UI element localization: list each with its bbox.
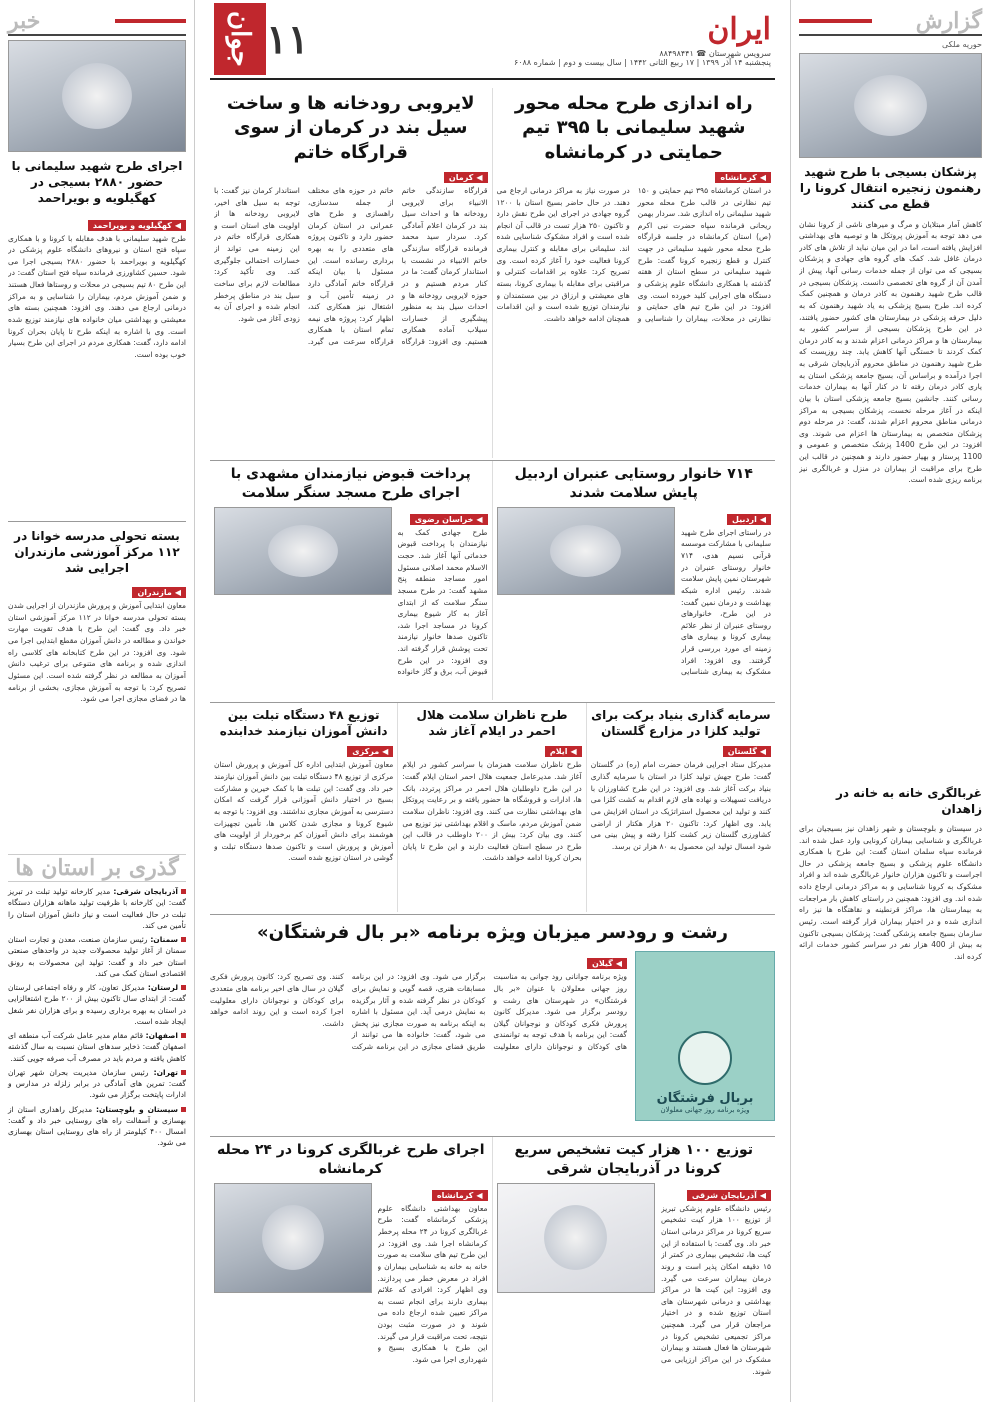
story-azarbaijan-kits [493,1137,776,1402]
festival-logo-icon [678,1031,732,1085]
province-tag [545,746,582,757]
story-kerman-flood [210,88,493,458]
story-headline: ۷۱۴ خانوار روستایی عنبران اردبیل پایش سلامت شدند [514,466,753,501]
tag-arrow-icon: ◀ [570,747,577,757]
briefs-list [8,886,186,1149]
story-headline: طرح ناظران سلامت هلال احمر در ایلام آغاز شد [416,708,568,739]
tag-label: آذربایجان شرقی [691,1190,757,1200]
brief-text: قائم مقام مدیر عامل شرکت آب منطقه ای اصفهان گفت: ذخایر سدهای استان نسبت به سال گذشته کاهش یافته و مردم باید در مصرف آب صرفه جویی کنند. [8,1031,186,1063]
province-tag [715,172,771,183]
bullet-icon [181,937,186,942]
brief-item [8,1030,186,1064]
author: حوریه ملکی [941,40,982,49]
screening-photo [214,1183,372,1293]
dateline: پنجشنبه ۱۴ آذر ۱۳۹۹ | ۱۷ ربیع الثانی ۱۴۴۲ | سال بیست و دوم | شماره ۶۰۸۸ [513,57,771,67]
province-tag [587,958,627,969]
province-tag [687,1190,771,1201]
story-text-side [378,1183,488,1393]
story-body: معاون آموزش ابتدایی اداره کل آموزش و پرورش استان مرکزی از توزیع ۴۸ دستگاه تبلت بین دانش آموزان نیازمند خبر داد. وی گفت: این تبلت ها با کمک خیرین و مشارکت بسیج در اختیار دانش آموزانی قرار گرفت که امکان دسترسی به آموزش مجازی نداشتند. وی افزود: با توجه به شیوع کرونا و مجازی شدن کلاس ها، تأمین تجهیزات هوشمند برای دانش آموزان کم برخوردار از اولویت های آموزش و پرورش است و تاکنون صدها دستگاه تبلت و گوشی در استان توزیع شده است. [214,760,394,863]
bottom-row [210,1136,775,1402]
section-header [799,8,982,36]
tag-label: کهگیلویه و بویراحمد [92,220,172,230]
left-column [0,0,195,1402]
masthead-logo-block [214,3,315,75]
brief-lead: اصفهان: [145,1031,178,1041]
tag-label: خراسان رضوی [414,514,474,524]
story-body: طرح ناظران سلامت همزمان با سراسر کشور در ایلام آغاز شد. مدیرعامل جمعیت هلال احمر استان ایلام گفت: در این طرح داوطلبان هلال احمر در مراکز پرتردد، بانک ها، ادارات و فروشگاه ها حضور یافته و بر رعایت پروتکل های بهداشتی نظارت می کنند. وی افزود: ناظران سلامت ضمن آموزش مردم، ماسک و اقلام بهداشتی نیز توزیع می کنند. وی بیان کرد: بیش از ۲۰۰ داوطلب در قالب این طرح در سطح استان فعالیت دارند و این طرح تا پایان بحران کرونا ادامه خواهد داشت. [402,760,582,863]
masthead-meta [514,12,771,67]
story-kermanshah-mahalle [493,88,776,458]
brief-item [8,1067,186,1101]
brief-lead: آذربایجان شرقی: [113,887,178,897]
phone-icon: ☎ [696,48,707,58]
story-content [214,1183,488,1393]
story-body: در راستای اجرای طرح شهید سلیمانی با مشارکت موسسه قرآنی نسیم هدی، ۷۱۴ خانوار روستای عنبران در شهرستان نمین پایش سلامت شدند. رئیس اداره شبکه بهداشت و درمان نمین گفت: در این طرح، خانوارهای روستای عنبران از نظر علائم بیماری کرونا و بیماری های زمینه ای مورد بررسی قرار گرفتند. وی افزود: افراد مشکوک به بیماری شناسایی [681,527,771,677]
banner-subtitle: ویژه برنامه روز جهانی معلولان [660,1106,750,1115]
story-markazi [210,703,398,912]
story-body: مدیرکل ستاد اجرایی فرمان حضرت امام (ره) در گلستان گفت: طرح جهش تولید کلزا در استان با سرمایه گذاری بنیاد برکت آغاز شد. وی افزود: در این طرح کشاورزان با دریافت تسهیلات و نهاده های لازم اقدام به کشت کلزا می کنند و تولید این محصول استراتژیک در استان افزایش می یابد. وی اظهار کرد: تاکنون ۲۰ هزار هکتار از اراضی کشاورزی گلستان زیر کشت کلزا رفته و پیش بینی می شود امسال تولید این محصول به ۸۰ هزار تن برسد. [590,760,771,851]
second-row [210,460,775,700]
tag-arrow-icon: ◀ [759,514,766,524]
story-headline: پرداخت قبوض نیازمندان مشهدی با اجرای طرح مسجد سنگر سلامت [230,466,471,501]
story-photo [497,507,676,595]
tag-label: کرمانشاه [720,172,757,182]
brief-text: رئیس سازمان صنعت، معدن و تجارت استان سمنان از آغاز تولید محصولات جدید در واحدهای صنعتی استان خبر داد و گفت: تولید این محصولات به رونق اقتصادی استان کمک می کند. [8,935,186,978]
story-headline: توزیع ۴۸ دستگاه تبلت بین دانش آموزان نیازمند خدابنده [219,708,388,739]
tag-arrow-icon: ◀ [615,959,622,969]
report-photo [799,53,982,158]
brief-text: مدیرکل راهداری استان از بهسازی و آسفالت راه های روستایی خبر داد و گفت: امسال ۴۰۰ کیلومتر از راه های روستایی استان بهسازی می شود. [8,1104,186,1148]
banner-title: بربال فرشتگان [656,1091,754,1107]
brief-lead: سیستان و بلوچستان: [96,1104,179,1114]
province-tag [88,220,186,231]
third-row [210,702,775,912]
tag-arrow-icon: ◀ [759,1190,766,1200]
brief-item [8,934,186,979]
tag-arrow-icon: ◀ [174,220,181,230]
brief-text: مدیرکل تعاون، کار و رفاه اجتماعی لرستان گفت: از ابتدای سال تاکنون بیش از ۲۰۰ طرح اشتغالزایی در استان به بهره برداری رسیده و برای هزاران نفر شغل ایجاد شده است. [8,983,186,1026]
province-tag [132,587,186,598]
brief-lead: سمنان: [150,935,178,945]
masthead-subtitle [514,49,771,58]
story-body: طرح جهادی کمک به نیازمندان با پرداخت قبوض خدماتی آنها آغاز شد. حجت الاسلام محمد اصلانی مسئول امور مساجد منطقه پنج مشهد گفت: در طرح مسجد سنگر سلامت که از ابتدای آغاز به کار شیوع بیماری کرونا در مساجد اجرا شد، تاکنون صدها خانوار نیازمند تحت پوشش قرار گرفته اند. وی افزود: در این طرح قبوض آب، برق و گاز خانواده [397,527,488,677]
tag-arrow-icon: ◀ [476,514,483,524]
test-kit-photo [497,1183,656,1293]
bullet-icon [181,1070,186,1075]
festival-banner-wrap [635,951,775,1121]
tag-label: گیلان [592,959,613,969]
brief-item [8,982,186,1027]
report-subheadline: غربالگری خانه به خانه در زاهدان [835,785,982,816]
story-headline: لایروبی رودخانه ها و ساخت سیل بند در کرمان از سوی قرارگاه خاتم [226,93,475,163]
masthead [210,0,775,80]
top-row [210,88,775,458]
tag-arrow-icon: ◀ [759,747,766,757]
section-accent-bar [799,19,872,23]
story-ilam [398,703,586,912]
tag-arrow-icon: ◀ [476,172,483,182]
story-body: معاون بهداشتی دانشگاه علوم پزشکی کرمانشاه گفت: طرح غربالگری کرونا در ۲۴ محله پرخطر کرمانشاه اجرا شد. وی افزود: در این طرح تیم های سلامت به صورت خانه به خانه به شناسایی بیماران و افراد در معرض خطر می پردازند. وی اظهار کرد: افرادی که علائم بیماری دارند برای انجام تست به مراکز تعیین شده ارجاع داده می شوند و در صورت مثبت بودن نتیجه، تحت مراقبت قرار می گیرند. این طرح با همکاری بسیج و شهرداری اجرا می شود. [377,1203,488,1364]
story-headline: اجرای طرح غربالگری کرونا در ۲۴ محله کرمانشاه [216,1142,485,1177]
tag-arrow-icon: ◀ [174,588,181,598]
section-header [8,8,186,36]
bullet-icon [181,1033,186,1038]
report-body: کاهش آمار مبتلایان و مرگ و میرهای ناشی از کرونا نشان می دهد توجه به آموزش پروتکل ها و توصیه های بهداشتی افزایش یافته است، اما در این میان نباید از تلاش های کادر درمان غافل شد. کمک های گروه های جهادی و پزشکان بسیجی که می توان از جمله خدمات رسانی آنها، پیش از آمدن آن از گروه های تخصصی دانست. پزشکان بسیجی در قالب طرح شهید رهنمون به کادر درمان و همچنین کمک کرده اند. طرح بسیج پزشکی به یاد شهید رهنمون که به دلیل حرفه پزشکی در بیمارستان های کشور حضور یافتند، در این طرح پزشکان بسیجی از سراسر کشور به بیمارستان ها و مراکز درمانی اعزام شدند و به کادر درمان کمک کردند تا خستگی آنها کاهش یابد. چند روزیست که طرح شهید رهنمون در مناطق محروم آذربایجان شرقی به اجرا درآمده و براساس آن، بسیج جامعه پزشکی استان به یاری کادر درمان رفته تا در کنار آنها به بیماران خدمات رسانی کنند. جانشین بسیج جامعه پزشکی استان با بیان اینکه در آغاز مرحله نخست، پزشکان بسیجی به مراکز درمانی مناطق محروم اعزام شدند، گفت: در مرحله دوم پزشکان متخصص به بیمارستان ها اعزام می شوند. وی افزود: در این طرح 1400 پزشک متخصص و عمومی و 1100 پرستار و بهیار حضور دارند و همچنین در قالب این طرح برای مراقبت از بیماران در منزل و غربالگری نیز برنامه ریزی شده است. [799,219,982,485]
tag-label: کرمانشاه [436,1190,474,1200]
story-content [497,1183,772,1393]
story-content [210,951,775,1121]
story-content [497,507,772,677]
story-body: قرارگاه سازندگی خاتم الانبیاء برای لایروبی رودخانه ها و احداث سیل بند در کرمان اعلام آمادگی کرد. سردار سید محمد فرمانده قرارگاه سازندگی خاتم الانبیاء در نشست با استاندار کرمان گفت: ما در کنار مردم هستیم و در حوزه لایروبی رودخانه ها و احداث سیل بند به منظور پیشگیری از خسارات سیلاب آماده همکاری هستیم. وی افزود: قرارگاه خاتم در حوزه های مختلف از جمله سدسازی، راهسازی و طرح های عمرانی در استان کرمان حضور دارد و تاکنون پروژه های متعددی را به بهره برداری رسانده است. این مسئول با بیان اینکه قرارگاه خاتم آمادگی دارد در زمینه تأمین آب و اشتغال نیز همکاری کند، اظهار کرد: پروژه های نیمه تمام استان با همکاری قرارگاه سرعت می گیرد. استاندار کرمان نیز گفت: با توجه به سیل های اخیر، لایروبی رودخانه ها از اولویت های استان است و همکاری قرارگاه خاتم در این زمینه می تواند از خسارات احتمالی جلوگیری کند. وی تأکید کرد: مطالعات لازم برای ساخت سیل بند در مناطق پرخطر انجام شده و اجرای آن به زودی آغاز می شود. [214,185,488,347]
story-headline: سرمایه گذاری بنیاد برکت برای تولید کلزا در مزارع گلستان [591,708,771,739]
tag-label: کرمان [448,172,474,182]
section-title: گزارش [915,8,982,34]
festival-banner [635,951,775,1121]
province-tag [432,1190,488,1201]
page-number: ۱۱ [266,15,309,63]
tag-label: ایلام [549,747,568,757]
story-body: رئیس دانشگاه علوم پزشکی تبریز از توزیع ۱۰۰ هزار کیت تشخیص سریع کرونا در مراکز درمانی استان خبر داد. وی گفت: با استفاده از این کیت ها، تشخیص بیماری در کمتر از ۱۵ دقیقه امکان پذیر است و روند درمان بیماران سرعت می گیرد. وی افزود: این کیت ها در مراکز بهداشتی و درمانی شهرستان های استان توزیع شده و در اختیار مراجعان قرار می گیرد. همچنین مراکز تجمیعی تشخیص کرونا در شهرستان ها فعال هستند و بیماران مشکوک در این مراکز ارزیابی می شوند. [661,1203,771,1376]
province-tag [347,746,393,757]
brief-text: مدیر کارخانه تولید تبلت در تبریز گفت: این کارخانه با ظرفیت تولید ماهانه هزاران دستگاه تبلت در حال فعالیت است و نیاز دانش آموزان استان را تأمین می کند. [8,887,186,930]
tag-label: اردبیل [731,514,757,524]
section-title: خبر [8,8,41,34]
story-mashhad [210,461,493,700]
story-body: در استان کرمانشاه ۳۹۵ تیم حمایتی و ۱۵۰ تیم نظارتی در قالب طرح محله محور شهید سلیمانی راه اندازی شد. سردار بهمن ریحانی فرمانده سپاه حضرت نبی اکرم (ص) استان کرمانشاه در جلسه قرارگاه طرح محله محور شهید سلیمانی در جهت کنترل و قطع زنجیره کرونا گفت: طرح شهید سلیمانی در سطح استان از هفته گذشته با همکاری دانشگاه علوم پزشکی و دستگاه های اجرایی کلید خورده است. وی افزود: در این طرح تیم های حمایتی و نظارتی در محلات، بیماران را شناسایی و در صورت نیاز به مراکز درمانی ارجاع می دهند. در حال حاضر بسیج استان با ۱۲۰۰ گروه جهادی در اجرای این طرح نقش دارد و تاکنون ۲۵۰ هزار تست در قالب آن انجام شده است و افراد مشکوک شناسایی شده اند. سلیمانی برای مقابله و کنترل بیماری کرونا فعالیت خود را آغاز کرده است. وی تصریح کرد: علاوه بر اقدامات کنترلی و مراقبتی برای مقابله با بیماری کرونا، بسته های معیشتی و ارزاق در بین مستمندان و نیازمندان توزیع شده است و این اقدامات همچنان ادامه خواهد داشت. [496,185,771,323]
brief-item [8,886,186,931]
tag-arrow-icon: ◀ [476,1190,483,1200]
subtitle-text: سرویس شهرستان [708,48,771,58]
story-text-side [398,507,488,677]
story-golestan [587,703,775,912]
story-text [210,951,627,1121]
tag-arrow-icon: ◀ [382,747,389,757]
story-text-side [681,507,771,677]
bullet-icon [181,985,186,990]
story-photo [214,507,392,595]
province-tag [444,172,488,183]
brief-lead: تهران: [153,1067,178,1077]
news-body-1: طرح شهید سلیمانی با هدف مقابله با کرونا و با همکاری سپاه فتح استان و نیروهای دانشگاه علوم پزشکی در کهگیلویه و بویراحمد با حضور ۲۸۸۰ بسیجی اجرا می شود. حسین کشاورزی فرمانده سپاه فتح استان گفت: در این طرح ۸۰ تیم بسیجی در محلات و روستاها فعال هستند و ضمن آموزش مردم، بیماران را شناسایی و به مراکز درمانی ارجاع می دهند. وی افزود: همچنین بسته های معیشتی و بهداشتی میان خانواده های نیازمند توزیع شده است. وی با اشاره به اینکه طرح تا پایان بحران کرونا ادامه دارد، گفت: همکاری مردم در اجرای این طرح بسیار خوب بوده است. [8,233,186,359]
tag-arrow-icon: ◀ [759,172,766,182]
main-column [200,0,785,1402]
province-tag [727,514,771,525]
newspaper-logo: جوان [214,3,266,75]
bullet-icon [181,889,186,894]
tag-label: مرکزی [352,747,380,757]
brief-item [8,1104,186,1149]
masthead-brand-block [514,12,771,67]
section-accent-bar [115,19,186,23]
bullet-icon [181,1107,186,1112]
brief-lead: لرستان: [147,983,179,993]
story-text-side [661,1183,771,1393]
news-headline-1: اجرای طرح شهید سلیمانی با حضور ۲۸۸۰ بسیجی در کهگیلویه و بویراحمد [11,159,183,206]
report-headline: پزشکان بسیجی با طرح شهید رهنمون زنجیره انتقال کرونا را قطع می کنند [799,165,982,212]
story-headline: توزیع ۱۰۰ هزار کیت تشخیص سریع کرونا در آذربایجان شرقی [514,1142,754,1177]
news-body-2: معاون ابتدایی آموزش و پرورش مازندران از اجرایی شدن بسته تحولی مدرسه خوانا در ۱۱۲ مرکز آموزشی استان خبر داد. وی گفت: این طرح با هدف تقویت مهارت خواندن و مطالعه در دانش آموزان مقطع ابتدایی اجرا می شود. وی افزود: در این طرح کتابخانه های کلاسی راه اندازی شده و برنامه های متنوعی برای ترغیب دانش آموزان به مطالعه در نظر گرفته شده است. این مسئول تصریح کرد: با توجه به آموزش مجازی، بخشی از برنامه ها در فضای مجازی اجرا می شود. [8,601,186,704]
story-headline: راه اندازی طرح محله محور شهید سلیمانی با ۳۹۵ تیم حمایتی در کرمانشاه [514,93,753,163]
story-kermanshah-screening [210,1137,493,1402]
news-headline-2: بسته تحولی مدرسه خوانا در ۱۱۲ مرکز آموزشی مازندران اجرایی شد [8,521,186,577]
report-subbody: در سیستان و بلوچستان و شهر زاهدان نیز بسیجیان برای غربالگری و شناسایی بیماران کرونایی وارد عمل شده اند. فرمانده سپاه سلمان استان گفت: این طرح با همکاری دانشگاه علوم پزشکی و بسیج جامعه پزشکی در حال اجراست و تاکنون هزاران خانوار غربالگری شده اند و افراد مشکوک به کرونا شناسایی و به مراکز درمانی ارجاع داده شده اند. وی افزود: همچنین در راستای کاهش بار مراجعات به بیمارستان ها، مراکز قرنطینه و نقاهتگاه ها نیز راه اندازی شده و در اختیار بیماران قرار گرفته است. رئیس سازمان بسیج جامعه پزشکی گفت: پزشکان بسیجی تاکنون به بیش از 400 هزار نفر در سراسر کشور خدمات ارائه کرده اند. [799,823,982,961]
province-tag [410,514,488,525]
briefs-section-title: گذری بر استان ها [8,854,186,882]
fourth-row [210,914,775,1134]
story-body: ویژه برنامه جوانانی رود جوانی به مناسبت روز جهانی معلولان با عنوان «بر بال فرشتگان» در شهرستان های رشت و رودسر برگزار می شود. مدیرکل کانون پرورش فکری کودکان و نوجوانان گیلان گفت: این برنامه با هدف توجه به توانمندی های کودکان و نوجوانان دارای معلولیت برگزار می شود. وی افزود: در این برنامه مسابقات هنری، قصه گویی و نمایش برای کودکان در نظر گرفته شده و آثار برگزیده به نمایش درمی آید. این مسئول با اشاره به اینکه برنامه به صورت مجازی نیز پخش می شود، گفت: خانواده ها می توانند از طریق فضای مجازی در این برنامه شرکت کنند. وی تصریح کرد: کانون پرورش فکری گیلان در سال های اخیر برنامه های متعددی برای کودکان و نوجوانان دارای معلولیت اجرا کرده است و این روند ادامه خواهد داشت. [210,972,627,1052]
tag-label: گلستان [727,747,757,757]
story-content [214,507,488,677]
province-tag [723,746,771,757]
masthead-brand: ایران [707,11,771,47]
story-headline: رشت و رودسر میزبان ویژه برنامه «بر بال فرشتگان» [257,922,728,943]
phone-number: ۸۸۴۹۸۴۴۱ [659,48,694,58]
story-ardabil [493,461,776,700]
news-photo [8,40,186,152]
brief-text: رئیس سازمان مدیریت بحران شهر تهران گفت: تمرین های آمادگی در برابر زلزله در مدارس و ادارات پایتخت برگزار می شود. [8,1067,186,1100]
right-column [790,0,990,1402]
tag-label: مازندران [137,588,172,598]
